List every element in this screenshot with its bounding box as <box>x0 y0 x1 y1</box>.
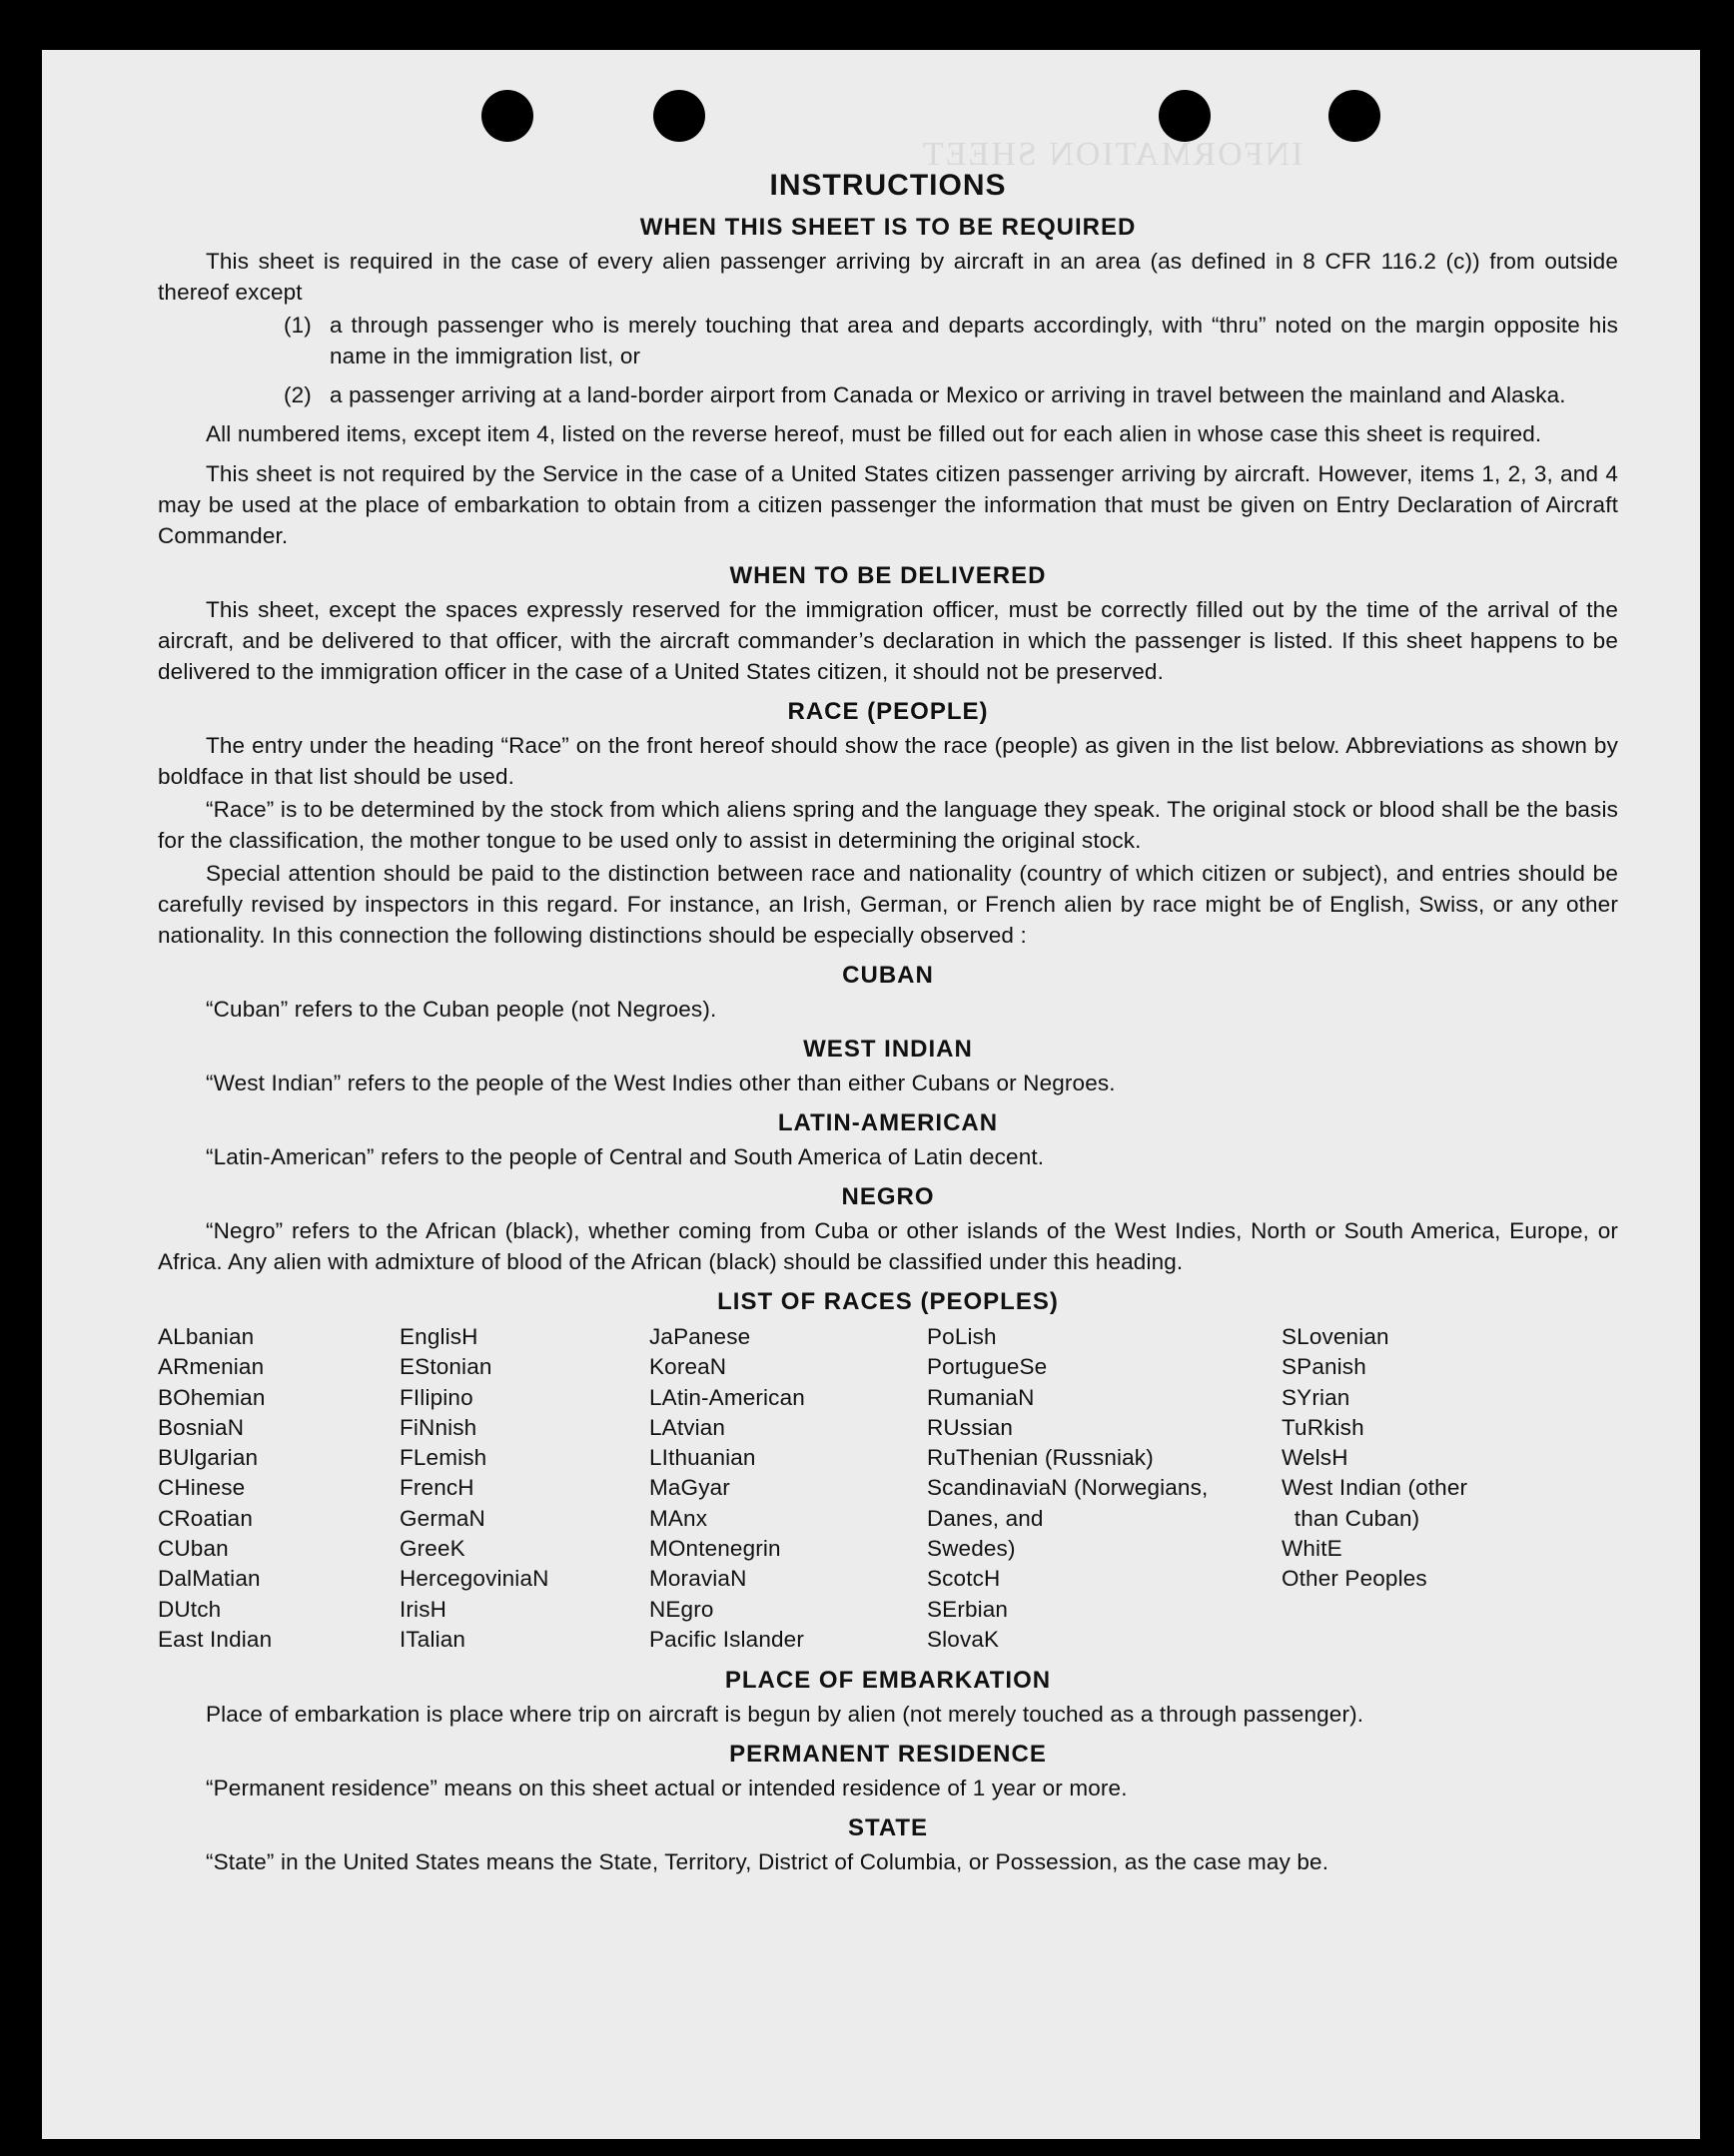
race-entry: HercegoviniaN <box>400 1566 549 1592</box>
race-entry: Danes, and <box>927 1505 1044 1531</box>
heading-cuban: CUBAN <box>842 962 934 989</box>
race-entry: ARmenian <box>158 1354 265 1380</box>
race-entry: EStonian <box>400 1354 492 1380</box>
heading-race: RACE (PEOPLE) <box>787 698 989 725</box>
race-entry: FLemish <box>400 1445 487 1471</box>
race-entry: WhitE <box>1282 1536 1342 1562</box>
punch-hole <box>1328 90 1380 142</box>
race-entry: SYrian <box>1282 1384 1350 1410</box>
race-entry: LAtin-American <box>649 1384 805 1410</box>
race-entry: NEgro <box>649 1596 714 1622</box>
race-entry: MAnx <box>649 1505 708 1531</box>
heading-negro: NEGRO <box>841 1183 935 1210</box>
page-title: INSTRUCTIONS <box>769 169 1007 202</box>
race-entry: GermaN <box>400 1505 485 1531</box>
race-entry: ALbanian <box>158 1324 255 1349</box>
race-entry: ScandinaviaN (Norwegians, <box>927 1475 1209 1501</box>
race-entry: CUban <box>158 1536 229 1562</box>
race-entry: IrisH <box>400 1596 446 1622</box>
race-entry: EnglisH <box>400 1324 478 1349</box>
punch-hole <box>481 90 533 142</box>
race-entry: East Indian <box>158 1626 273 1652</box>
race-entry: GreeK <box>400 1536 465 1562</box>
race-entry: CRoatian <box>158 1505 254 1531</box>
instructions-body <box>158 166 1618 1886</box>
race-entry: SLovenian <box>1282 1324 1389 1349</box>
race-entry: RumaniaN <box>927 1384 1035 1410</box>
heading-list-of-races: LIST OF RACES (PEOPLES) <box>717 1288 1059 1315</box>
paragraph: “West Indian” refers to the people of the West Indies other than either Cubans or Negroes. <box>206 1071 1116 1095</box>
paragraph: “Race” is to be determined by the stock from which aliens spring and the language they speak. The original stock or blood shall be the basis for the classification, the mother tongue to be used only to assist in determining the original stock. <box>158 797 1618 853</box>
race-entry: PortugueSe <box>927 1354 1048 1380</box>
race-entry: Pacific Islander <box>649 1626 804 1652</box>
race-entry: ScotcH <box>927 1566 1001 1592</box>
race-entry: WelsH <box>1282 1445 1348 1471</box>
punch-hole <box>1159 90 1211 142</box>
race-entry: FrencH <box>400 1475 474 1501</box>
paragraph: “Latin-American” refers to the people of Central and South America of Latin decent. <box>206 1144 1045 1169</box>
race-entry: BUlgarian <box>158 1445 259 1471</box>
paragraph: Special attention should be paid to the distinction between race and nationality (country of which citizen or subject), and entries should be carefully revised by inspectors in this regard. For instance, an Irish, German, or French alien by race might be of English, Swiss, or any other nationality. In this connection the following distinctions should be especially observed : <box>158 861 1618 948</box>
heading-when-delivered: WHEN TO BE DELIVERED <box>729 562 1047 589</box>
race-list <box>158 1322 1618 1655</box>
race-entry: SlovaK <box>927 1626 1000 1652</box>
race-column <box>927 1322 1282 1655</box>
paragraph: The entry under the heading “Race” on the front hereof should show the race (people) as given in the list below. Abbreviations as shown by boldface in that list should be used. <box>158 733 1618 789</box>
paragraph: “Cuban” refers to the Cuban people (not Negroes). <box>206 997 717 1022</box>
heading-latin-american: LATIN-AMERICAN <box>777 1109 999 1136</box>
race-entry: LIthuanian <box>649 1445 756 1471</box>
race-entry: DUtch <box>158 1596 222 1622</box>
race-entry: MOntenegrin <box>649 1536 781 1562</box>
race-entry: BosniaN <box>158 1414 245 1440</box>
race-entry: West Indian (other <box>1282 1475 1468 1501</box>
paragraph: “Negro” refers to the African (black), whether coming from Cuba or other islands of the West Indies, North or South America, Europe, or Africa. Any alien with admixture of blood of the African (black) should be classified under this heading. <box>158 1218 1618 1274</box>
race-entry: MoraviaN <box>649 1566 747 1592</box>
race-entry: PoLish <box>927 1324 997 1349</box>
race-entry: CHinese <box>158 1475 246 1501</box>
heading-permanent-residence: PERMANENT RESIDENCE <box>729 1741 1047 1769</box>
race-entry: RuThenian (Russniak) <box>927 1445 1154 1471</box>
race-entry: SErbian <box>927 1596 1009 1622</box>
paragraph: This sheet, except the spaces expressly reserved for the immigration officer, must be correctly filled out by the time of the arrival of the aircraft, and be delivered to that officer, with the aircraft commander’s declaration in which the passenger is listed. If this sheet happens to be delivered to the immigration officer in the case of a United States citizen, it should not be preserved. <box>158 597 1618 684</box>
list-item: (2) a passenger arriving at a land-border airport from Canada or Mexico or arriving in travel between the mainland and Alaska. <box>284 382 1566 407</box>
paragraph: This sheet is not required by the Service in the case of a United States citizen passenger arriving by aircraft. However, items 1, 2, 3, and 4 may be used at the place of embarkation to obtain from a citizen passenger the information that must be given on Entry Declaration of Aircraft Commander. <box>158 461 1618 548</box>
heading-when-required: WHEN THIS SHEET IS TO BE REQUIRED <box>639 214 1137 241</box>
list-item: (1) a through passenger who is merely touching that area and departs accordingly, with “thru” noted on the margin opposite his name in the immigration list, or <box>284 313 1618 368</box>
heading-state: STATE <box>847 1814 929 1842</box>
race-entry: ITalian <box>400 1626 466 1652</box>
race-entry: Other Peoples <box>1282 1566 1427 1592</box>
paragraph: All numbered items, except item 4, listed on the reverse hereof, must be filled out for each alien in whose case this sheet is required. <box>206 421 1542 446</box>
race-entry: BOhemian <box>158 1384 266 1410</box>
race-entry: JaPanese <box>649 1324 751 1349</box>
paragraph: This sheet is required in the case of every alien passenger arriving by aircraft in an area (as defined in 8 CFR 116.2 (c)) from outside thereof except <box>158 249 1618 305</box>
punch-hole <box>653 90 705 142</box>
paragraph: “Permanent residence” means on this sheet actual or intended residence of 1 year or more. <box>206 1776 1128 1801</box>
race-entry: FiNnish <box>400 1414 477 1440</box>
paragraph: Place of embarkation is place where trip on aircraft is begun by alien (not merely touched as a through passenger). <box>206 1702 1364 1728</box>
race-entry: FIlipino <box>400 1384 473 1410</box>
race-entry: MaGyar <box>649 1475 730 1501</box>
race-entry: TuRkish <box>1282 1414 1364 1440</box>
race-column <box>400 1322 649 1655</box>
race-column <box>158 1322 400 1655</box>
race-entry: LAtvian <box>649 1414 726 1440</box>
race-entry: DalMatian <box>158 1566 261 1592</box>
race-entry: SPanish <box>1282 1354 1366 1380</box>
paragraph: “State” in the United States means the State, Territory, District of Columbia, or Possession, as the case may be. <box>206 1849 1329 1875</box>
document-page <box>42 50 1700 2139</box>
race-entry: Swedes) <box>927 1536 1016 1562</box>
race-entry: than Cuban) <box>1282 1505 1420 1531</box>
bleed-through-title: INFORMATION SHEET <box>921 136 1303 173</box>
race-entry: KoreaN <box>649 1354 727 1380</box>
race-column <box>649 1322 927 1655</box>
race-entry: RUssian <box>927 1414 1014 1440</box>
race-column <box>1282 1322 1581 1655</box>
heading-embarkation: PLACE OF EMBARKATION <box>724 1667 1052 1695</box>
heading-west-indian: WEST INDIAN <box>803 1036 973 1063</box>
